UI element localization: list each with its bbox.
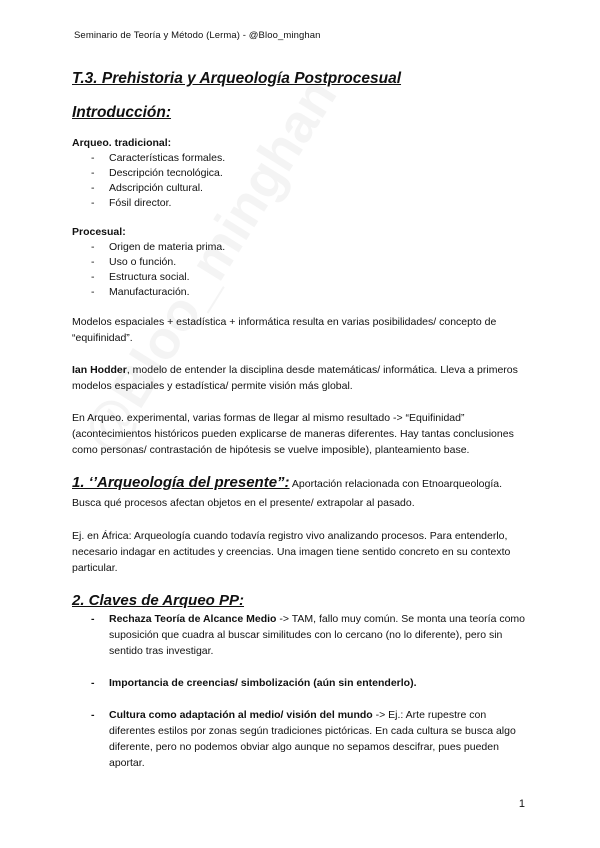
- list-item: - Manufacturación.: [72, 285, 530, 300]
- list-item: - Origen de materia prima.: [72, 240, 530, 255]
- list-item: - Adscripción cultural.: [72, 181, 530, 196]
- list-item: - Descripción tecnológica.: [72, 166, 530, 181]
- paragraph-experimental: En Arqueo. experimental, varias formas de llegar al mismo resultado -> “Equifinidad” (acontecimientos históricos pueden explicarse de maneras diferentes. Hay tantas conclusiones como personas/ contrastación de hipótesis se vuelve imposible), planteamiento base.: [72, 412, 514, 456]
- paragraph-modelos: Modelos espaciales + estadística + informática resulta en varias posibilidades/ concepto de “equifinidad”.: [72, 316, 497, 344]
- page-header: Seminario de Teoría y Método (Lerma) - @Bloo_minghan: [74, 30, 321, 41]
- key-bold: Importancia de creencias/ simbolización (aún sin entenderlo).: [109, 677, 417, 689]
- tradicional-list: [72, 151, 530, 211]
- key-bold: Rechaza Teoría de Alcance Medio: [109, 613, 277, 625]
- list-item: [72, 707, 530, 771]
- key-bold: Cultura como adaptación al medio/ visión del mundo: [109, 709, 373, 721]
- hodder-text: , modelo de entender la disciplina desde matemáticas/ informática. Lleva a primeros modelos espaciales y estadística/ permite visión más global.: [72, 364, 518, 392]
- document-content: [72, 70, 530, 787]
- procesual-list: [72, 240, 530, 300]
- list-item: - Fósil director.: [72, 196, 530, 211]
- section-1: [72, 474, 530, 512]
- list-item: - Estructura social.: [72, 270, 530, 285]
- section-2-heading: 2. Claves de Arqueo PP:: [72, 592, 245, 609]
- page-number: 1: [518, 798, 525, 810]
- section-1-heading: 1. ‘’Arqueología del presente”:: [72, 474, 290, 491]
- procesual-label: Procesual:: [72, 226, 126, 238]
- document-title: T.3. Prehistoria y Arqueología Postprocesual: [72, 70, 402, 87]
- paragraph-hodder: [72, 362, 530, 394]
- list-item: - Características formales.: [72, 151, 530, 166]
- tradicional-label: Arqueo. tradicional:: [72, 137, 172, 149]
- paragraph-africa: Ej. en África: Arqueología cuando todavía registro vivo analizando procesos. Para entenderlo, necesario indagar en actitudes y creencias. Una imagen tiene sentido concreto en su contexto particular.: [72, 530, 511, 574]
- section-1-text: Aportación relacionada con Etnoarqueología. Busca qué procesos afectan objetos en el presente/ extrapolar al pasado.: [72, 478, 503, 509]
- list-item: [72, 675, 530, 691]
- list-item: - Uso o función.: [72, 255, 530, 270]
- key-text: -> Ej.: Arte rupestre con diferentes estilos por zonas según tradiciones pictóricas. En cada cultura se busca algo diferente, pero no podemos obviar algo aunque no sepamos descifrar, pues pueden aportar.: [109, 709, 516, 769]
- hodder-name: Ian Hodder: [72, 364, 127, 376]
- section-2-list: [72, 611, 530, 771]
- list-item: [72, 611, 530, 659]
- key-text: -> TAM, fallo muy común. Se monta una teoría como suposición que cuadra al buscar similitudes con lo cercano (no lo diferente), pero sin sentido tras investigar.: [109, 613, 525, 657]
- intro-heading: Introducción:: [72, 104, 172, 121]
